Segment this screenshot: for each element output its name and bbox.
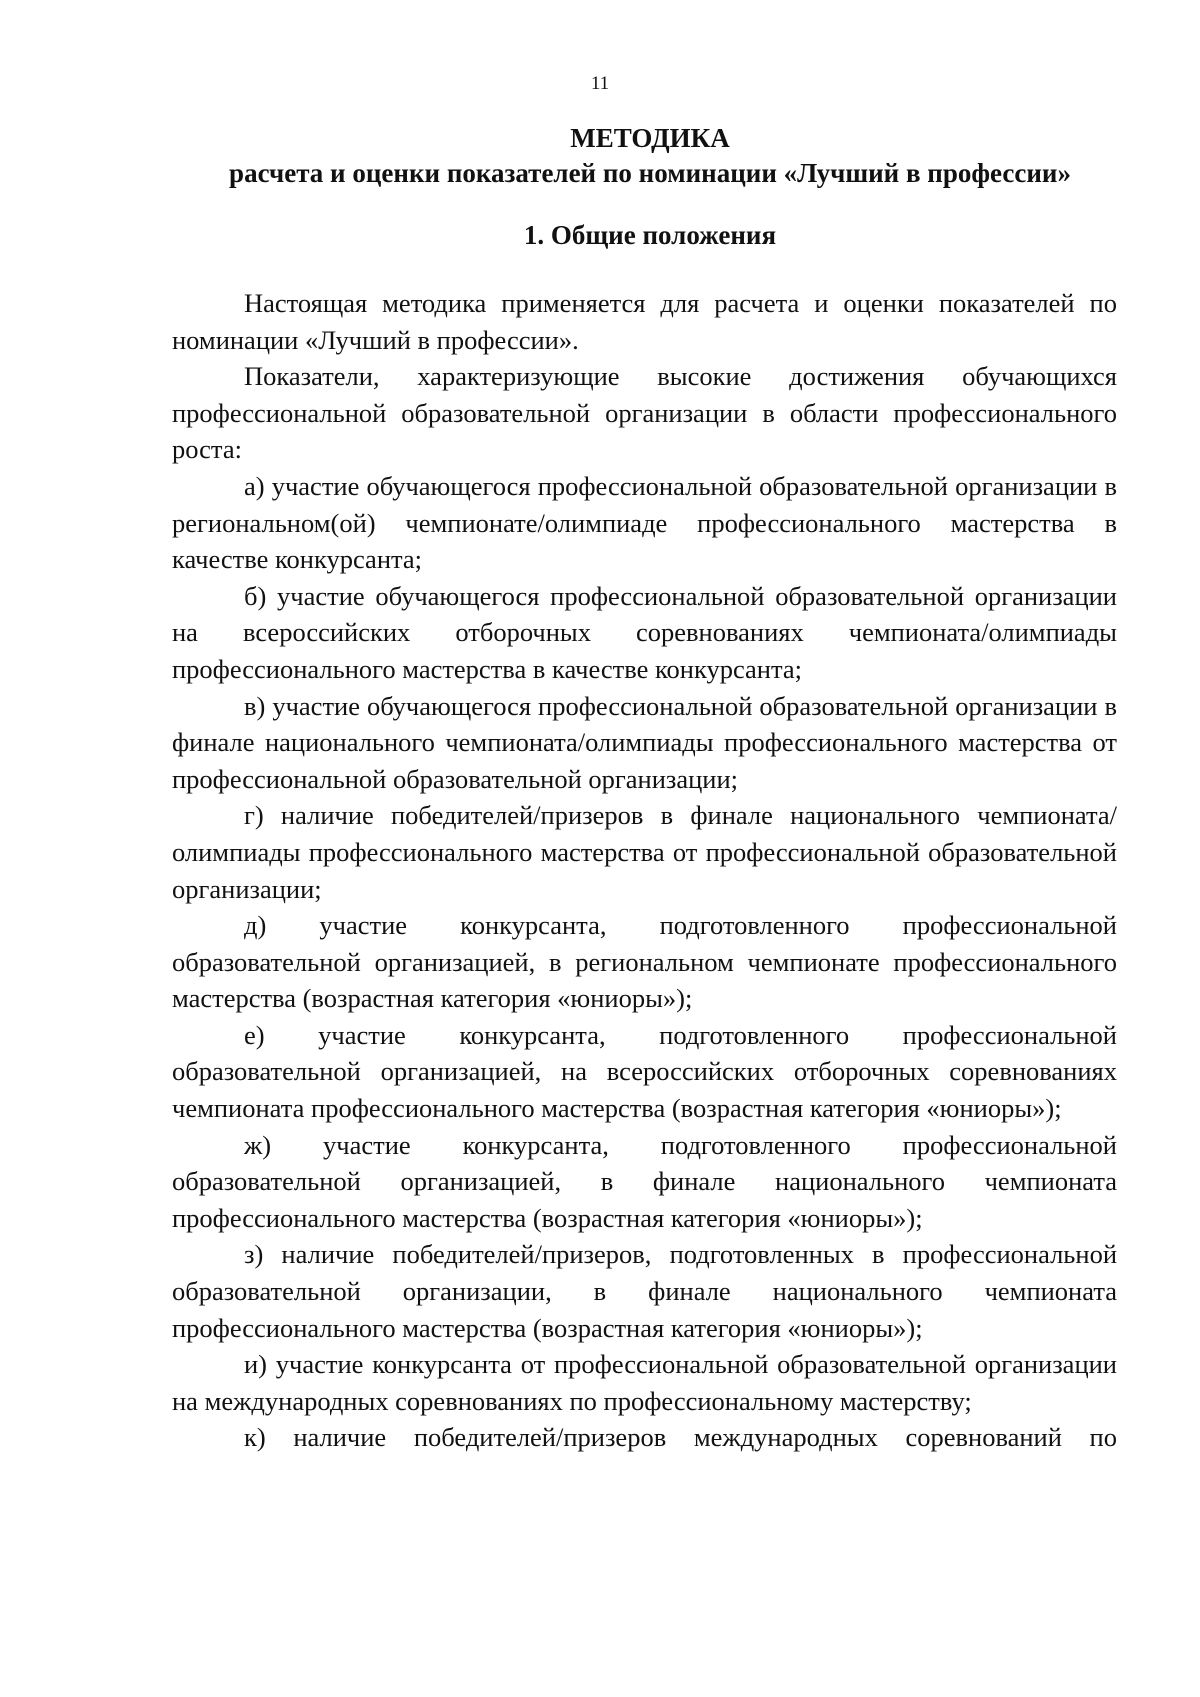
paragraph-intro: Настоящая методика применяется для расчета и оценки показателей по номинации «Лучший в профессии». [172,288,1117,355]
document-subtitle: расчета и оценки показателей по номинации «Лучший в профессии» [229,158,1071,188]
document-body [172,285,1117,1456]
list-item-g: г) наличие победителей/призеров в финале национального чемпионата/олимпиады профессионального мастерства от профессиональной образовательной организации; [172,800,1117,904]
list-item-zh: ж) участие конкурсанта, подготовленного профессиональной образовательной организацией, в финале национального чемпионата профессионального мастерства (возрастная категория «юниоры»); [172,1129,1117,1233]
list-item-i: и) участие конкурсанта от профессиональной образовательной организации на международных соревнованиях по профессиональному мастерству; [172,1349,1117,1416]
paragraph-indicators: Показатели, характеризующие высокие достижения обучающихся профессиональной образовательной организации в области профессионального роста: [172,361,1117,465]
list-item-z: з) наличие победителей/призеров, подготовленных в профессиональной образовательной организации, в финале национального чемпионата профессионального мастерства (возрастная категория «юниоры»); [172,1239,1117,1343]
list-item-k: к) наличие победителей/призеров международных соревнований по [244,1422,1117,1453]
list-item-a: а) участие обучающегося профессиональной образовательной организации в региональном(ой) чемпионате/олимпиаде профессионального мастерства в качестве конкурсанта; [172,470,1117,575]
list-item-d: д) участие конкурсанта, подготовленного профессиональной образовательной организацией, в региональном чемпионате профессионального мастерства (возрастная категория «юниоры»); [172,910,1117,1014]
section-heading: 1. Общие положения [523,220,777,250]
list-item-b: б) участие обучающегося профессиональной образовательной организации на всероссийских отборочных соревнованиях чемпионата/олимпиады профессионального мастерства в качестве конкурсанта; [172,580,1117,684]
list-item-e: е) участие конкурсанта, подготовленного профессиональной образовательной организацией, на всероссийских отборочных соревнованиях чемпионата профессионального мастерства (возрастная категория «юниоры»); [172,1019,1117,1124]
document-title: МЕТОДИКА [570,123,730,153]
page-number: 11 [590,73,610,94]
list-item-v: в) участие обучающегося профессиональной образовательной организации в финале национального чемпионата/олимпиады профессионального мастерства от профессиональной образовательной организации; [172,690,1117,794]
